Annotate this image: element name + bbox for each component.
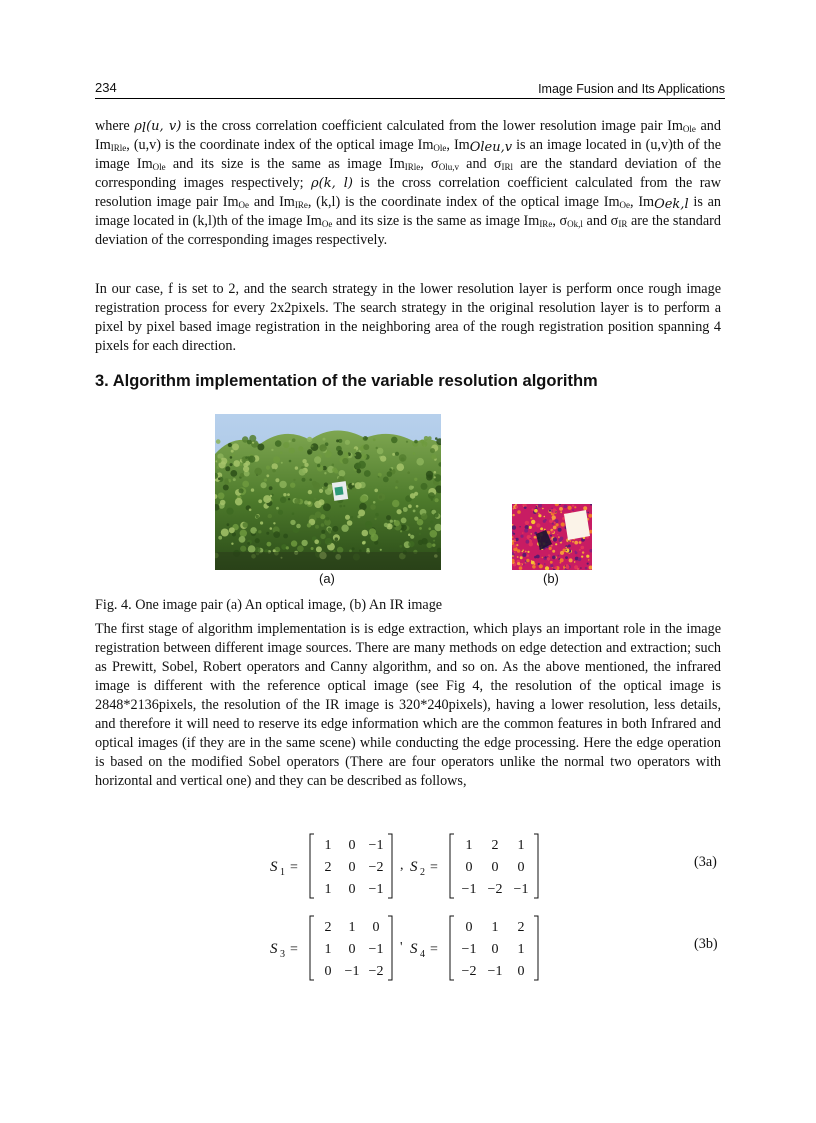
matrix-right-cell: 0 — [465, 860, 473, 875]
matrix-left-cell: −1 — [368, 838, 384, 853]
separator: ' — [400, 940, 403, 955]
matrix-left-cell: 0 — [348, 860, 356, 875]
equation-number-3a: (3a) — [694, 854, 717, 870]
matrix-left-cell: −2 — [368, 964, 384, 979]
matrix-left-cell: 1 — [324, 942, 332, 957]
equation-3a — [0, 830, 816, 900]
matrix-right-cell: 0 — [465, 920, 473, 935]
matrix-left-cell: −1 — [368, 882, 384, 897]
matrix-left-cell: 2 — [324, 860, 332, 875]
matrix-right-cell: 0 — [491, 860, 499, 875]
matrix-right-cell: 1 — [517, 942, 525, 957]
matrix-left-left-bracket — [310, 834, 314, 898]
matrix-left-cell: 1 — [348, 920, 356, 935]
matrix-subscript: 2 — [420, 867, 425, 878]
matrix-right-cell: 1 — [491, 920, 499, 935]
matrix-right-right-bracket — [534, 834, 538, 898]
matrix-left-cell: 0 — [324, 964, 332, 979]
matrix-left-cell: 2 — [324, 920, 332, 935]
paragraph-search-strategy: In our case, f is set to 2, and the search strategy in the lower resolution layer is perform once rough image registration process for every 2x2pixels. The search strategy in the original resolution layer is to perform a pixel by pixel based image registration in the neighboring area of the rough registration position spanning 4 pixels for each direction. — [95, 281, 721, 354]
matrix-right-left-bracket — [450, 834, 454, 898]
matrix-subscript: 1 — [280, 867, 285, 878]
matrix-left-cell: −1 — [368, 942, 384, 957]
equals-sign: = — [290, 942, 298, 957]
paragraph-edge-extraction: The first stage of algorithm implementation is is edge extraction, which plays an important role in the image registration between different image sources. There are many methods on edge detection and extraction; such as Prewitt, Sobel, Robert operators and Canny algorithm, and so on. As the above mentioned, the infrared image is different with the reference optical image (see Fig 4, the resolution of the optical image is 2848*2136pixels, the resolution of the IR image is 320*240pixels), having a lower resolution, less details, and therefore it will need to reserve its edge information which are the common features in both Infrared and optical images (if they are in the same scene) while conducting the edge processing. Here the edge operation is based on the modified Sobel operators (There are four operators unlike the normal two operators with horizontal and vertical one) and they can be described as follows, — [95, 621, 721, 789]
page-number: 234 — [95, 80, 117, 95]
matrix-right-cell: −1 — [487, 964, 503, 979]
separator: , — [400, 858, 404, 873]
matrix-right-cell: −2 — [487, 882, 503, 897]
equals-sign: = — [290, 860, 298, 875]
matrix-left-cell: 1 — [324, 882, 332, 897]
matrix-symbol: S — [270, 859, 278, 875]
ir-image — [512, 504, 592, 570]
equals-sign: = — [430, 860, 438, 875]
matrix-right-cell: 1 — [517, 838, 525, 853]
matrix-right-cell: −2 — [461, 964, 477, 979]
equation-number-3b: (3b) — [694, 936, 718, 952]
paragraph-correlation: where $\rho_l(u$, v) is the cross correlation coefficient calculated from the lower resolution image pair $Im_{Ole}$ and $Im_{IRle}$, (u,v) is the coordinate index of the optical image $Im_{Ole}$, $Im_{Oleu,v}$ is an image located in (u,v)th of the image $Im_{Ole}$ and its size is the same as image $Im_{IRle}$, $\sigma_{Olu,v}$ and $\sigma_{IRl}$ are the standard deviation of the corresponding images respectively; ρ(k, l) is the cross correlation coefficient calculated from the raw resolution image pair $Im_{Oe}$ and $Im_{IRe}$, (k,l) is the coordinate index of the optical image $Im_{Oe}$, $Im_{Oek,l}$ is an image located in (k,l)th of the image $Im_{Oe}$ and its size is the same as image $Im_{IRe}$, $\sigma_{Ok,l}$ and $\sigma_{IR}$ are the standard deviation of the corresponding images respectively. — [95, 118, 722, 248]
matrix-left-cell: 0 — [348, 882, 356, 897]
matrix-right-left-bracket — [450, 916, 454, 980]
equation-3b — [0, 912, 816, 982]
matrix-symbol: S — [410, 859, 418, 875]
matrix-subscript: 3 — [280, 949, 285, 960]
figure-label-b: (b) — [543, 571, 559, 586]
matrix-left-right-bracket — [388, 916, 392, 980]
matrix-right-cell: 0 — [517, 964, 525, 979]
matrix-left-cell: 0 — [348, 838, 356, 853]
matrix-left-cell: 0 — [348, 942, 356, 957]
running-title: Image Fusion and Its Applications — [538, 82, 725, 96]
matrix-right-cell: −1 — [461, 882, 477, 897]
page-header — [95, 80, 725, 99]
matrix-right-cell: −1 — [513, 882, 529, 897]
figure-label-a: (a) — [319, 571, 335, 586]
matrix-subscript: 4 — [420, 949, 425, 960]
matrix-left-left-bracket — [310, 916, 314, 980]
equals-sign: = — [430, 942, 438, 957]
optical-image — [215, 414, 441, 570]
matrix-right-cell: 0 — [491, 942, 499, 957]
matrix-left-cell: −2 — [368, 860, 384, 875]
matrix-right-cell: 0 — [517, 860, 525, 875]
section-heading: 3. Algorithm implementation of the variable resolution algorithm — [95, 372, 598, 390]
matrix-left-cell: 1 — [324, 838, 332, 853]
equation-3a-matrices — [270, 830, 570, 900]
matrix-left-cell: −1 — [344, 964, 360, 979]
matrix-symbol: S — [410, 941, 418, 957]
matrix-left-cell: 0 — [372, 920, 380, 935]
matrix-right-cell: 2 — [491, 838, 499, 853]
figure-caption: Fig. 4. One image pair (a) An optical image, (b) An IR image — [95, 597, 443, 613]
matrix-right-cell: 1 — [465, 838, 473, 853]
matrix-left-right-bracket — [388, 834, 392, 898]
matrix-symbol: S — [270, 941, 278, 957]
matrix-right-cell: 2 — [517, 920, 525, 935]
matrix-right-cell: −1 — [461, 942, 477, 957]
equation-3b-matrices — [270, 912, 570, 982]
matrix-right-right-bracket — [534, 916, 538, 980]
